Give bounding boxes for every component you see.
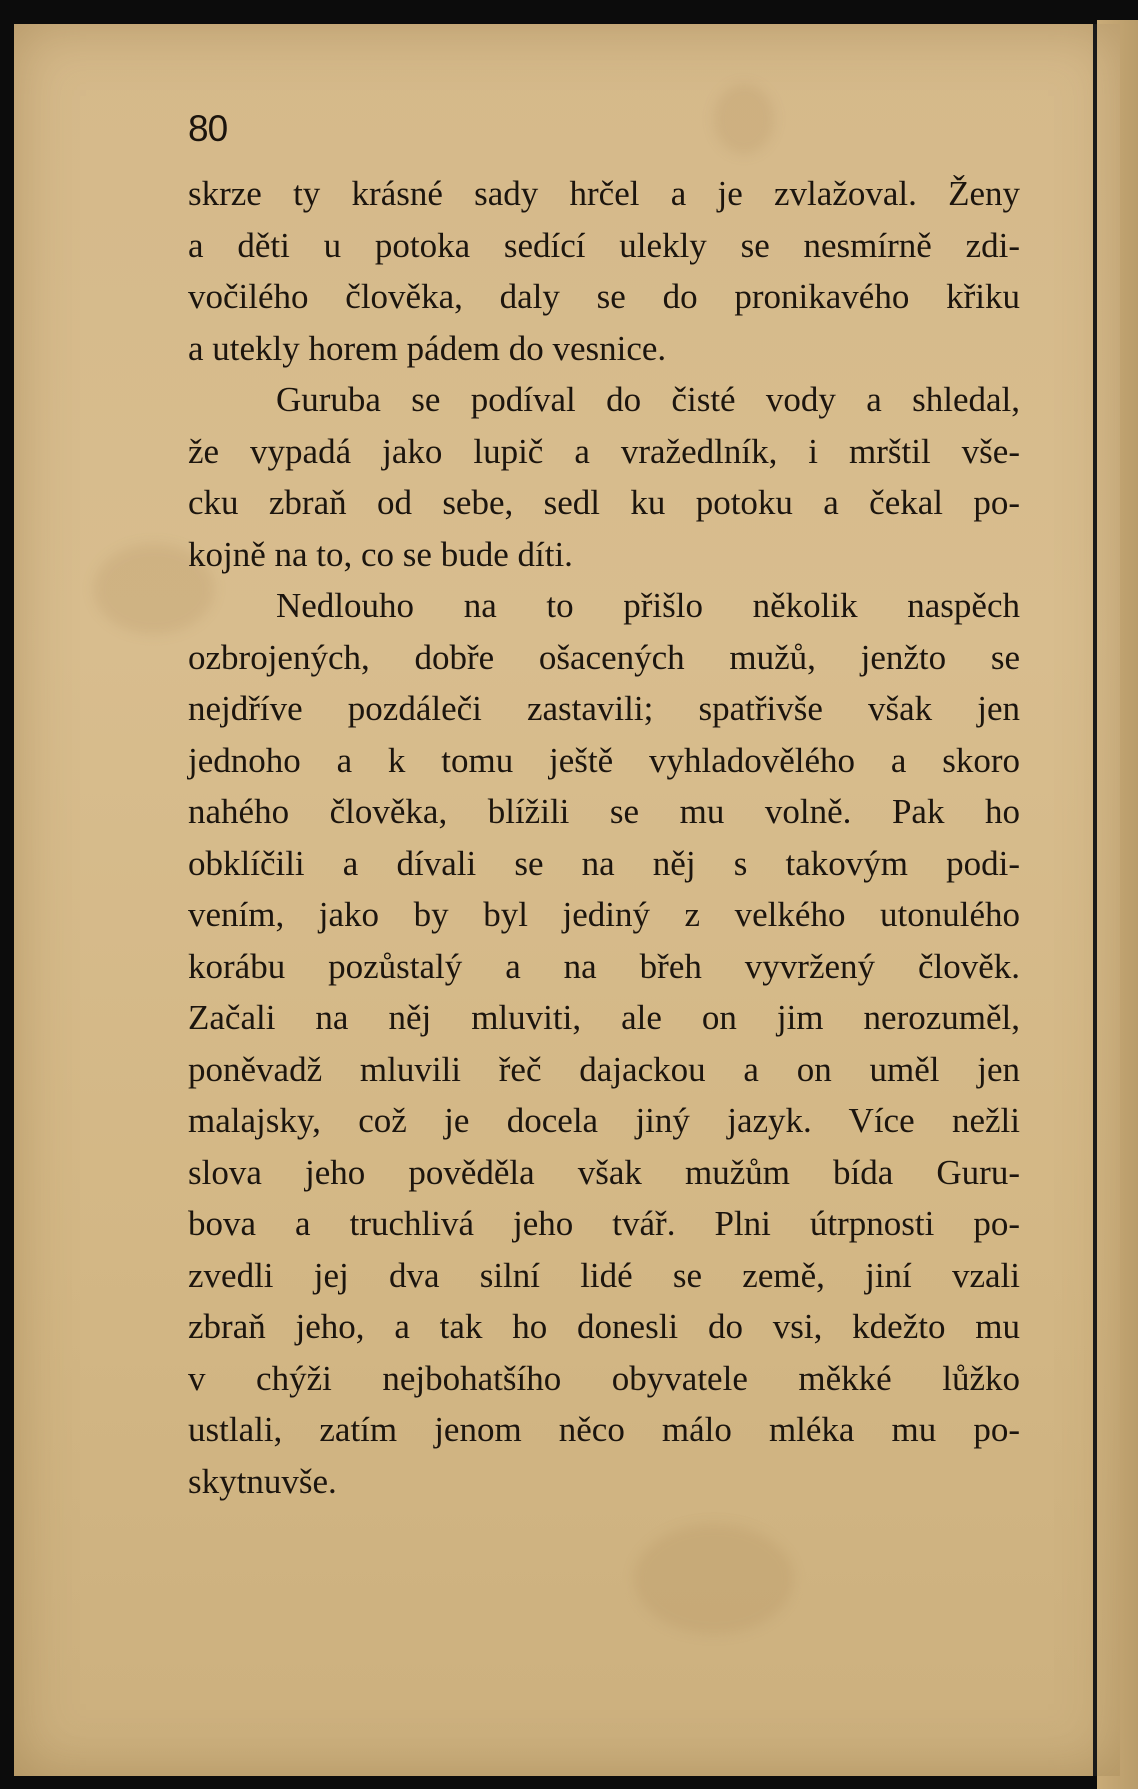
text-line: jednoho a k tomu ještě vyhladovělého a skoro — [188, 740, 1020, 780]
page-number: 80 — [188, 108, 228, 149]
text-line: skytnuvše. — [188, 1461, 337, 1501]
gutter-shadow — [1093, 24, 1097, 1776]
body-text — [188, 168, 1020, 1507]
paper-stain — [634, 1524, 794, 1634]
text-line: Nedlouho na to přišlo několik naspěch — [276, 586, 1020, 625]
text-line: a utekly horem pádem do vesnice. — [188, 328, 667, 368]
text-line: korábu pozůstalý a na břeh vyvržený člověk. — [188, 946, 1020, 986]
text-line: zvedli jej dva silní lidé se země, jiní vzali — [188, 1255, 1020, 1295]
text-line: že vypadá jako lupič a vražedlník, i mrštil vše- — [188, 431, 1020, 471]
text-line: ustlali, zatím jenom něco málo mléka mu po- — [188, 1410, 1020, 1449]
text-line: slova jeho pověděla však mužům bída Guru- — [188, 1152, 1020, 1192]
text-line: zbraň jeho, a tak ho donesli do vsi, kdežto mu — [188, 1307, 1020, 1346]
text-line: vením, jako by byl jediný z velkého utonulého — [188, 895, 1020, 934]
text-line: Začali na něj mluviti, ale on jim nerozuměl, — [188, 998, 1020, 1037]
text-line: Guruba se podíval do čisté vody a shledal, — [276, 380, 1020, 419]
text-line: ozbrojených, dobře ošacených mužů, jenžto se — [188, 637, 1020, 677]
text-line: nejdříve pozdáleči zastavili; spatřivše však jen — [188, 689, 1020, 728]
text-line: obklíčili a dívali se na něj s takovým podi- — [188, 843, 1020, 883]
paper-stain — [714, 84, 774, 154]
text-line: malajsky, což je docela jiný jazyk. Více nežli — [188, 1101, 1020, 1140]
text-line: poněvadž mluvili řeč dajackou a on uměl jen — [188, 1049, 1020, 1089]
text-line: cku zbraň od sebe, sedl ku potoku a čekal po- — [188, 483, 1020, 522]
text-line: bova a truchlivá jeho tvář. Plni útrpnosti po- — [188, 1204, 1020, 1243]
text-line: kojně na to, co se bude díti. — [188, 534, 573, 574]
text-line: vočilého člověka, daly se do pronikavého křiku — [188, 277, 1020, 316]
text-line: v chýži nejbohatšího obyvatele měkké lůžko — [188, 1358, 1020, 1398]
text-line: nahého člověka, blížili se mu volně. Pak ho — [188, 792, 1020, 831]
text-line: a děti u potoka sedící ulekly se nesmírně zdi- — [188, 225, 1020, 265]
text-line: skrze ty krásné sady hrčel a je zvlažoval. Ženy — [188, 174, 1020, 213]
